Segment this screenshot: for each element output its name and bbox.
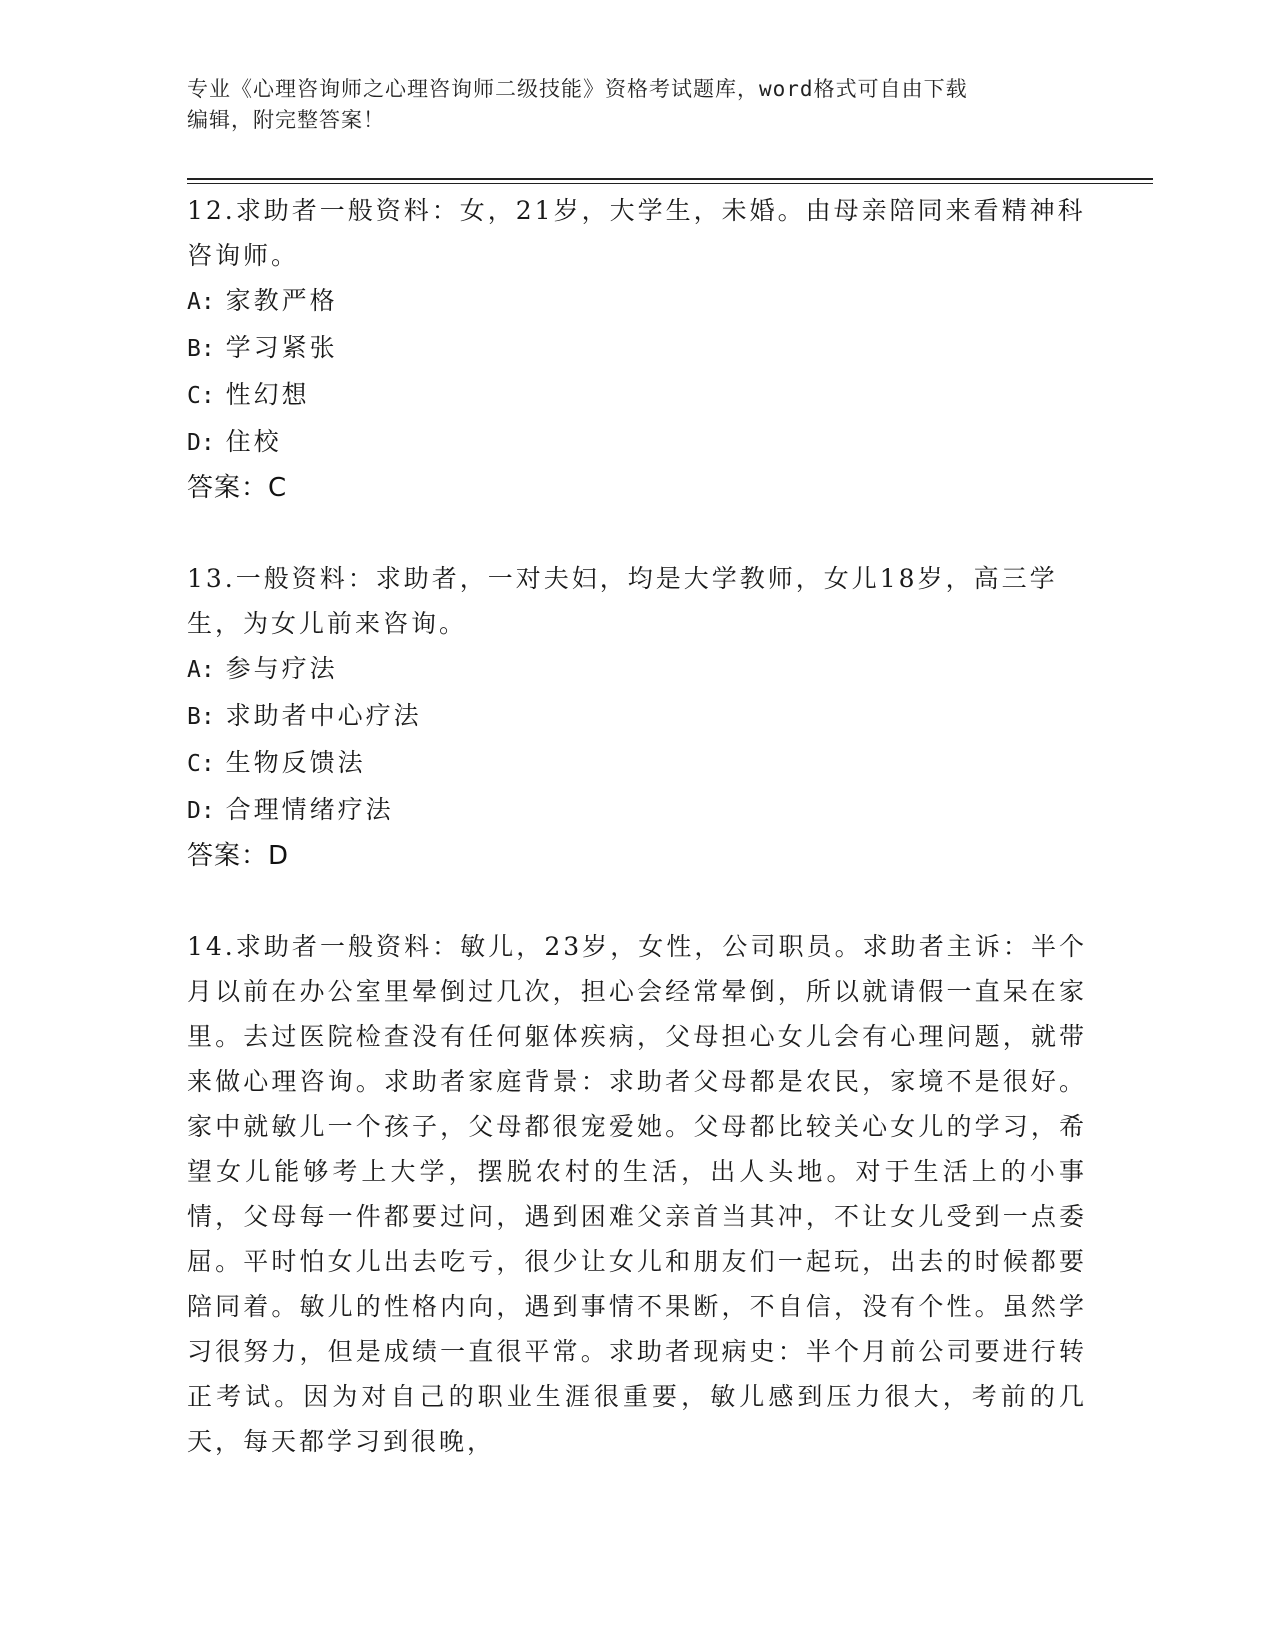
option-b (187, 693, 1087, 740)
question-list (187, 188, 1087, 1509)
option-text: 参与疗法 (225, 654, 338, 683)
option-letter: A: (187, 657, 215, 683)
option-letter: B: (187, 336, 215, 362)
option-d (187, 419, 1087, 466)
option-d (187, 787, 1087, 834)
header-divider-thin (187, 183, 1153, 184)
option-letter: B: (187, 704, 215, 730)
question-stem: 13.一般资料：求助者，一对夫妇，均是大学教师，女儿18岁，高三学生，为女儿前来咨询。 (187, 564, 1058, 638)
option-text: 性幻想 (225, 380, 310, 409)
question-stem: 14.求助者一般资料：敏儿，23岁，女性，公司职员。求助者主诉：半个月以前在办公室里晕倒过几次，担心会经常晕倒，所以就请假一直呆在家里。去过医院检查没有任何躯体疾病，父母担心女儿会有心理问题，就带来做心理咨询。求助者家庭背景：求助者父母都是农民，家境不是很好。家中就敏儿一个孩子，父母都很宠爱她。父母都比较关心女儿的学习，希望女儿能够考上大学，摆脱农村的生活，出人头地。对于生活上的小事情，父母每一件都要过问，遇到困难父亲首当其冲，不让女儿受到一点委屈。平时怕女儿出去吃亏，很少让女儿和朋友们一起玩，出去的时候都要陪同着。敏儿的性格内向，遇到事情不果断，不自信，没有个性。虽然学习很努力，但是成绩一直很平常。求助者现病史：半个月前公司要进行转正考试。因为对自己的职业生涯很重要，敏儿感到压力很大，考前的几天，每天都学习到很晚， (187, 932, 1087, 1456)
option-a (187, 646, 1087, 693)
option-text: 家教严格 (225, 286, 338, 315)
option-text: 生物反馈法 (225, 748, 366, 777)
question-13 (187, 556, 1087, 879)
header-divider-thick (187, 178, 1153, 180)
option-text: 学习紧张 (225, 333, 338, 362)
option-c (187, 740, 1087, 787)
option-a (187, 278, 1087, 325)
document-header (187, 74, 1067, 136)
option-letter: D: (187, 430, 215, 456)
option-text: 求助者中心疗法 (225, 701, 422, 730)
option-letter: A: (187, 289, 215, 315)
option-b (187, 325, 1087, 372)
header-line-1: 专业《心理咨询师之心理咨询师二级技能》资格考试题库，word格式可自由下载 (187, 77, 968, 101)
option-letter: C: (187, 751, 215, 777)
answer-line: 答案：D (187, 841, 290, 871)
header-line-2: 编辑，附完整答案！ (187, 108, 385, 132)
option-text: 合理情绪疗法 (225, 795, 394, 824)
question-12 (187, 188, 1087, 511)
answer-line: 答案：C (187, 473, 288, 503)
question-stem: 12.求助者一般资料：女，21岁，大学生，未婚。由母亲陪同来看精神科咨询师。 (187, 196, 1086, 270)
option-c (187, 372, 1087, 419)
question-14 (187, 924, 1087, 1464)
option-letter: C: (187, 383, 215, 409)
option-text: 住校 (225, 427, 282, 456)
option-letter: D: (187, 798, 215, 824)
